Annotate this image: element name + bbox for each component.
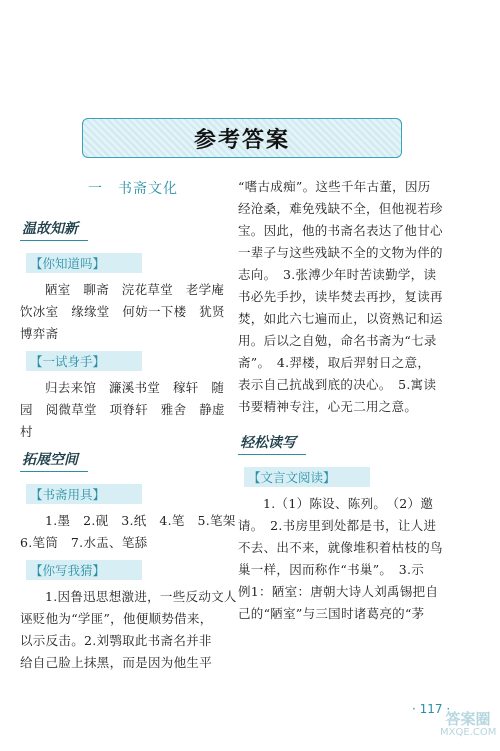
- answer-line: 经沧桑，难免残缺不全，但他视若珍: [238, 201, 443, 216]
- subheading-classical-reading: 【文言文阅读】: [244, 467, 370, 487]
- answer-line: 村: [20, 424, 33, 439]
- answer-line: 己的“陋室”与三国时诸葛亮的“茅: [238, 606, 425, 621]
- answer-line: 6.笔筒 7.水盂、笔舔: [20, 535, 148, 550]
- answer-line: 书要精神专注，心无二用之意。: [238, 399, 418, 414]
- answer-line: 用。后以之自勉，命名书斋为“七录: [238, 333, 437, 348]
- left-column: [20, 176, 246, 674]
- subheading-try-it: 【一试身手】: [26, 351, 142, 371]
- answer-line: 陋室 聊斋 浣花草堂 老学庵: [45, 282, 225, 297]
- answer-line: 书必先手抄，读毕焚去再抄，复读再: [238, 289, 443, 304]
- answer-line: 饮冰室 缘缘堂 何妨一下楼 犹贤: [20, 304, 225, 319]
- answer-line: 以示反击。2.刘鹗取此书斋名并非: [20, 633, 212, 648]
- answer-line: 表示自己抗战到底的决心。 5.寓读: [238, 377, 437, 392]
- answer-line: 志向。 3.张溥少年时苦读勤学，读: [238, 267, 437, 282]
- answer-line: 1.墨 2.砚 3.纸 4.笔 5.笔架: [45, 513, 236, 528]
- answer-line: 不去、出不来，就像堆积着枯枝的鸟: [238, 540, 443, 555]
- answer-line: 园 阅微草堂 项脊轩 雅舍 静虚: [20, 402, 225, 417]
- answer-line: 焚，如此六七遍而止，以资熟记和运: [238, 311, 443, 326]
- watermark-domain: MXQE.COM: [440, 727, 497, 738]
- subheading-do-you-know: 【你知道吗】: [26, 253, 142, 273]
- page-title: 参考答案: [193, 127, 290, 153]
- answer-line: 诬贬他为“学匪”，他便顺势借来，: [20, 611, 213, 626]
- watermark-logo: [440, 712, 496, 748]
- title-banner: [82, 118, 402, 158]
- answer-line: 巢一样，因而称作“书巢”。 3.示: [238, 562, 425, 577]
- answer-line: 例1：陋室：唐朝大诗人刘禹锡把自: [238, 584, 439, 599]
- answer-line: 一辈子与这些残缺不全的文物为伴的: [238, 245, 443, 260]
- section-heading-easy-reading: 轻松读写: [238, 432, 306, 455]
- answer-line: 宝。因此，他的书斋名表达了他甘心: [238, 223, 443, 238]
- answer-line: 博弈斋: [20, 326, 59, 341]
- subheading-study-tools: 【书斋用具】: [26, 484, 142, 504]
- watermark-text: 答案圈: [445, 710, 491, 728]
- section-heading-expand: 拓展空间: [20, 449, 88, 472]
- answer-line: 1.因鲁迅思想激进，一些反动文人: [45, 589, 237, 604]
- answer-line: 斋”。 4.羿楼，取后羿射日之意，: [238, 355, 431, 370]
- chapter-title: 一 书斋文化: [88, 181, 178, 197]
- section-heading-review: 温故知新: [20, 218, 88, 241]
- subheading-you-write-i-guess: 【你写我猜】: [26, 560, 142, 580]
- right-column: [238, 176, 478, 625]
- answer-line: 归去来馆 濂溪书堂 稼轩 随: [45, 380, 225, 395]
- answer-line: 1.（1）陈设、陈列。 （2）邀: [263, 496, 434, 511]
- answer-line: “嗜古成痴”。这些千年古董，因历: [238, 179, 431, 194]
- answer-line: 请。 2.书房里到处都是书，让人进: [238, 518, 437, 533]
- page-number: · 117 ·: [412, 702, 451, 716]
- answer-line: 给自己脸上抹黑，而是因为他生平: [20, 655, 213, 670]
